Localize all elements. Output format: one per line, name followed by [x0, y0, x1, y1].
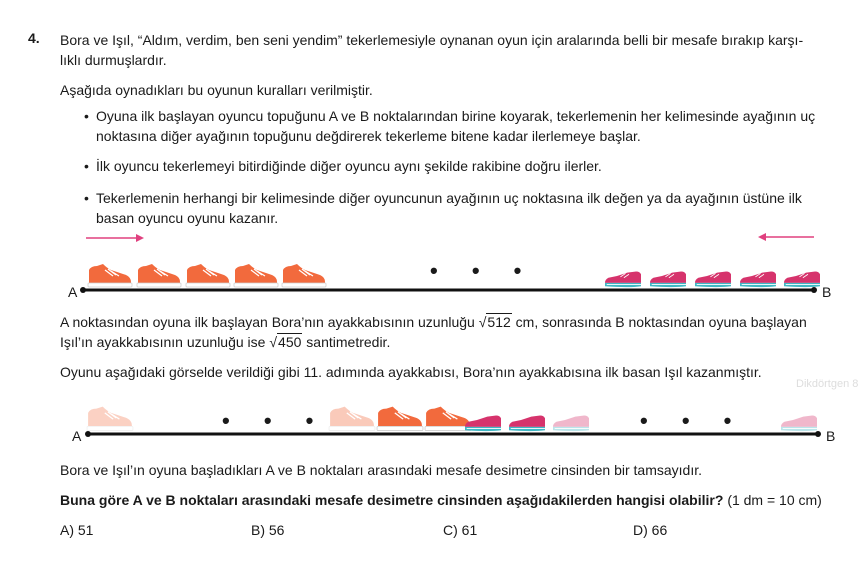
- size-text: santimetredir.: [306, 334, 391, 350]
- size-text: Işıl’ın ayakkabısının uzunluğu ise: [60, 334, 266, 350]
- orange-shoe-icon: [377, 407, 423, 431]
- intro-line-2: lıklı durmuşlardır.: [60, 52, 167, 68]
- pink-shoe-icon: [650, 272, 686, 288]
- faded-pink-shoe-icon: [553, 416, 589, 432]
- orange-shoe-icon: [234, 264, 278, 287]
- size-text: cm, sonrasında B noktasından oyuna başlayan: [515, 314, 807, 330]
- label-b: B: [822, 284, 832, 300]
- sqrt-sign: √: [269, 334, 278, 350]
- intro-line-1: Bora ve Işıl, “Aldım, verdim, ben seni yendim” tekerlemesiyle oynanan oyun için aralarında belli bir mesafe bırakıp karşı-: [60, 32, 804, 48]
- rule-line: Tekerlemenin herhangi bir kelimesinde diğer oyuncunun ayağının uç noktasına ilk değen ya da ayağının üstüne ilk: [96, 190, 802, 206]
- pink-shoe-icon: [465, 416, 501, 432]
- size-text: A noktasından oyuna ilk başlayan Bora’nın ayakkabısının uzunluğu: [60, 314, 475, 330]
- arrow-left-icon: [758, 233, 814, 241]
- rule-line: noktasına diğer ayağının topuğunu değdirerek tekerleme bitene kadar ilerlemeye başlar.: [96, 128, 641, 144]
- faded-orange-shoe-icon: [329, 407, 375, 431]
- option-a[interactable]: A) 51: [60, 522, 94, 538]
- question-ask-bold: Buna göre A ve B noktaları arasındaki mesafe desimetre cinsinden aşağıdakilerden hangisi olabilir?: [60, 492, 724, 508]
- orange-shoe-icon: [282, 264, 326, 287]
- point-a-marker: [80, 287, 86, 293]
- ellipsis-dots: • • •: [430, 258, 536, 283]
- question-ask: [60, 490, 850, 510]
- bullet-marker: •: [84, 108, 89, 124]
- option-c[interactable]: C) 61: [443, 522, 478, 538]
- pink-shoe-icon: [784, 272, 820, 288]
- sqrt-sign: √: [478, 314, 487, 330]
- label-a: A: [72, 428, 82, 444]
- question-ask-note: (1 dm = 10 cm): [727, 492, 822, 508]
- game-text: Oyunu aşağıdaki görselde verildiği gibi 11. adımında ayakkabısı, Bora’nın ayakkabısına ilk basan Işıl kazanmıştır.: [60, 364, 762, 380]
- point-a-marker: [85, 431, 91, 437]
- sqrt-expression: [479, 312, 512, 332]
- label-a: A: [68, 284, 78, 300]
- rule-line: Oyuna ilk başlayan oyuncu topuğunu A ve B noktalarından birine koyarak, tekerlemenin her kelimesinde ayağının uç: [96, 108, 816, 124]
- rule-line: İlk oyuncu tekerlemeyi bitirdiğinde diğer oyuncu aynı şekilde rakibine doğru ilerler.: [96, 158, 602, 174]
- orange-shoe-icon: [186, 264, 230, 287]
- option-d[interactable]: D) 66: [633, 522, 668, 538]
- size-paragraph: [60, 312, 850, 352]
- arrow-right-icon: [86, 234, 144, 242]
- label-b: B: [826, 428, 836, 444]
- bullet-marker: •: [84, 158, 89, 174]
- pink-shoe-icon: [509, 416, 545, 432]
- orange-shoe-icon: [137, 264, 181, 287]
- point-b-marker: [815, 431, 821, 437]
- radicand: 450: [278, 334, 302, 350]
- radicand: 512: [487, 314, 511, 330]
- orange-shoe-icon: [88, 264, 132, 287]
- pink-shoe-icon: [740, 272, 776, 288]
- ellipsis-dots: • • •: [222, 408, 328, 433]
- rules-intro: Aşağıda oynadıkları bu oyunun kuralları verilmiştir.: [60, 82, 373, 98]
- orange-shoe-icon: [425, 407, 471, 431]
- point-b-marker: [811, 287, 817, 293]
- bullet-marker: •: [84, 190, 89, 206]
- question-number: 4.: [28, 30, 40, 46]
- pink-shoe-icon: [695, 272, 731, 288]
- faded-orange-shoe-icon: [87, 407, 133, 431]
- ellipsis-dots: • • •: [640, 408, 746, 433]
- rule-line: basan oyuncu oyunu kazanır.: [96, 210, 279, 226]
- distance-text: Bora ve Işıl’ın oyuna başladıkları A ve B noktaları arasındaki mesafe desimetre cinsinden bir tamsayıdır.: [60, 462, 702, 478]
- faded-pink-shoe-icon: [781, 416, 817, 432]
- pink-shoe-icon: [605, 272, 641, 288]
- sqrt-expression: [269, 332, 302, 352]
- ghost-label: Dikdörtgen 8: [796, 378, 859, 390]
- option-b[interactable]: B) 56: [251, 522, 285, 538]
